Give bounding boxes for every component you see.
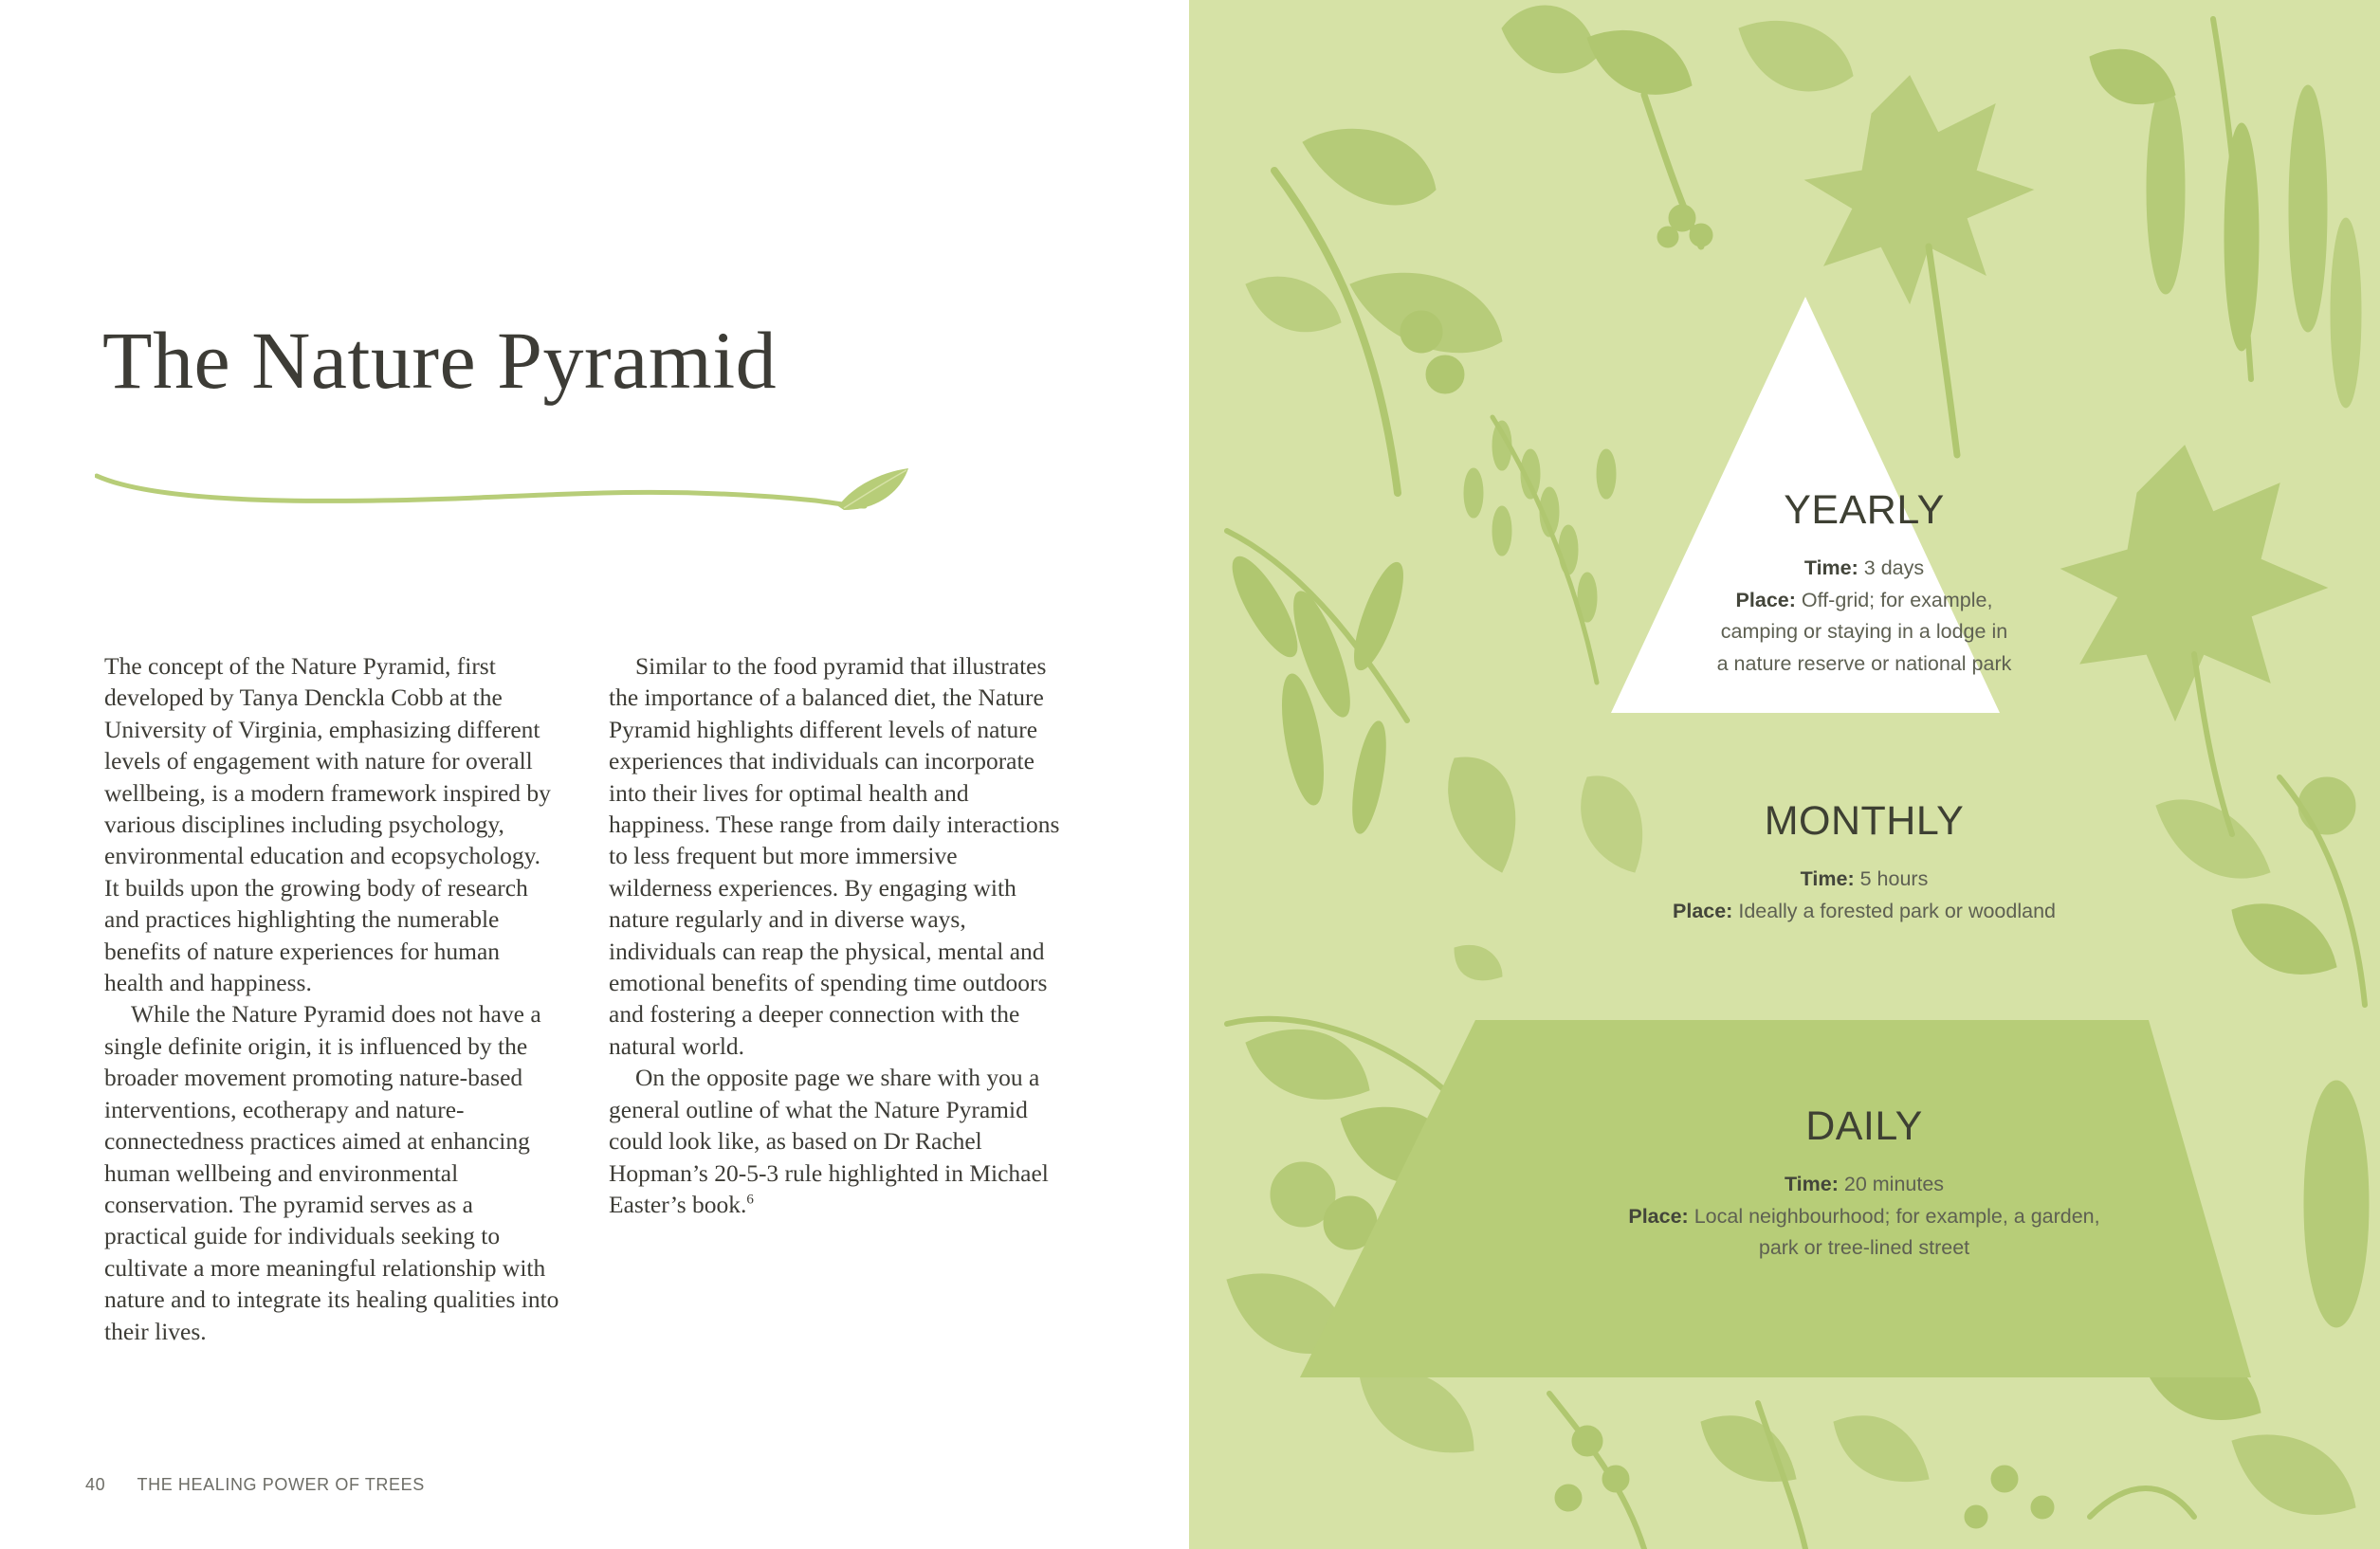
tier-time [1637,553,2092,585]
time-label: Time: [1800,867,1855,890]
place-label: Place: [1735,588,1796,611]
paragraph-text: On the opposite page we share with you a general outline of what the Nature Pyramid could look like, as based on Dr Rachel Hopman’s 20-5-3 rule highlighted in Michael Easter’s book. [609,1064,1049,1218]
paragraph [609,1062,1062,1220]
place-label: Place: [1673,899,1733,922]
tier-place [1637,585,2092,617]
tier-place-line: park or tree-lined street [1758,1236,1970,1259]
tier-place [1523,1201,2206,1233]
tier-yearly [1637,487,2092,680]
tier-heading: YEARLY [1784,487,1945,533]
tier-place [1589,896,2139,928]
place-value: Ideally a forested park or woodland [1738,899,2056,922]
tier-heading: DAILY [1805,1103,1923,1149]
tier-time [1589,864,2139,896]
tier-place-line: camping or staying in a lodge in [1720,620,2008,643]
page-number: 40 [85,1475,106,1494]
place-label: Place: [1628,1204,1689,1228]
time-label: Time: [1784,1173,1839,1195]
right-page [1189,0,2380,1549]
tier-place-line: a nature reserve or national park [1716,651,2012,675]
time-label: Time: [1803,556,1858,579]
left-page [0,0,1189,1549]
running-title: THE HEALING POWER OF TREES [137,1475,425,1494]
page-title: The Nature Pyramid [102,315,778,406]
tier-daily [1523,1103,2206,1265]
body-column-2 [609,650,1062,1220]
paragraph: Similar to the food pyramid that illustrates the importance of a balanced diet, the Nature Pyramid highlights different levels of nature experiences that individuals can incorporate into their lives for optimal health and happiness. These range from daily interactions to less frequent but more immersive wilderness experiences. By engaging with nature regularly and in diverse ways, individuals can reap the physical, mental and emotional benefits of spending time outdoors and fostering a deeper connection with the natural world. [609,652,1060,1060]
place-value: Off-grid; for example, [1801,588,1993,611]
page-footer [85,1475,425,1495]
body-column-1 [104,650,559,1347]
place-value: Local neighbourhood; for example, a garden, [1693,1204,2100,1228]
footnote-reference: 6 [746,1192,754,1208]
time-value: 3 days [1863,556,1925,579]
nature-pyramid-diagram [1189,0,2380,1549]
paragraph: While the Nature Pyramid does not have a single definite origin, it is influenced by the broader movement promoting nature-based interventions, ecotherapy and nature-connectedness practices aimed at enhancing human wellbeing and environmental conservation. The pyramid serves as a practical guide for individuals seeking to cultivate a more meaningful relationship with nature and to integrate its healing qualities into their lives. [104,1000,559,1345]
tier-time [1523,1169,2206,1201]
time-value: 20 minutes [1843,1173,1945,1195]
leaf-vine-divider-icon [95,463,910,519]
tier-heading: MONTHLY [1764,798,1965,844]
time-value: 5 hours [1859,867,1929,890]
tier-monthly [1589,798,2139,927]
paragraph: The concept of the Nature Pyramid, first developed by Tanya Denckla Cobb at the University of Virginia, emphasizing different levels of engagement with nature for overall wellbeing, is a modern framework inspired by various disciplines including psychology, environmental education and ecopsychology. It builds upon the growing body of research and practices highlighting the numerable benefits of nature experiences for human health and happiness. [104,652,551,997]
